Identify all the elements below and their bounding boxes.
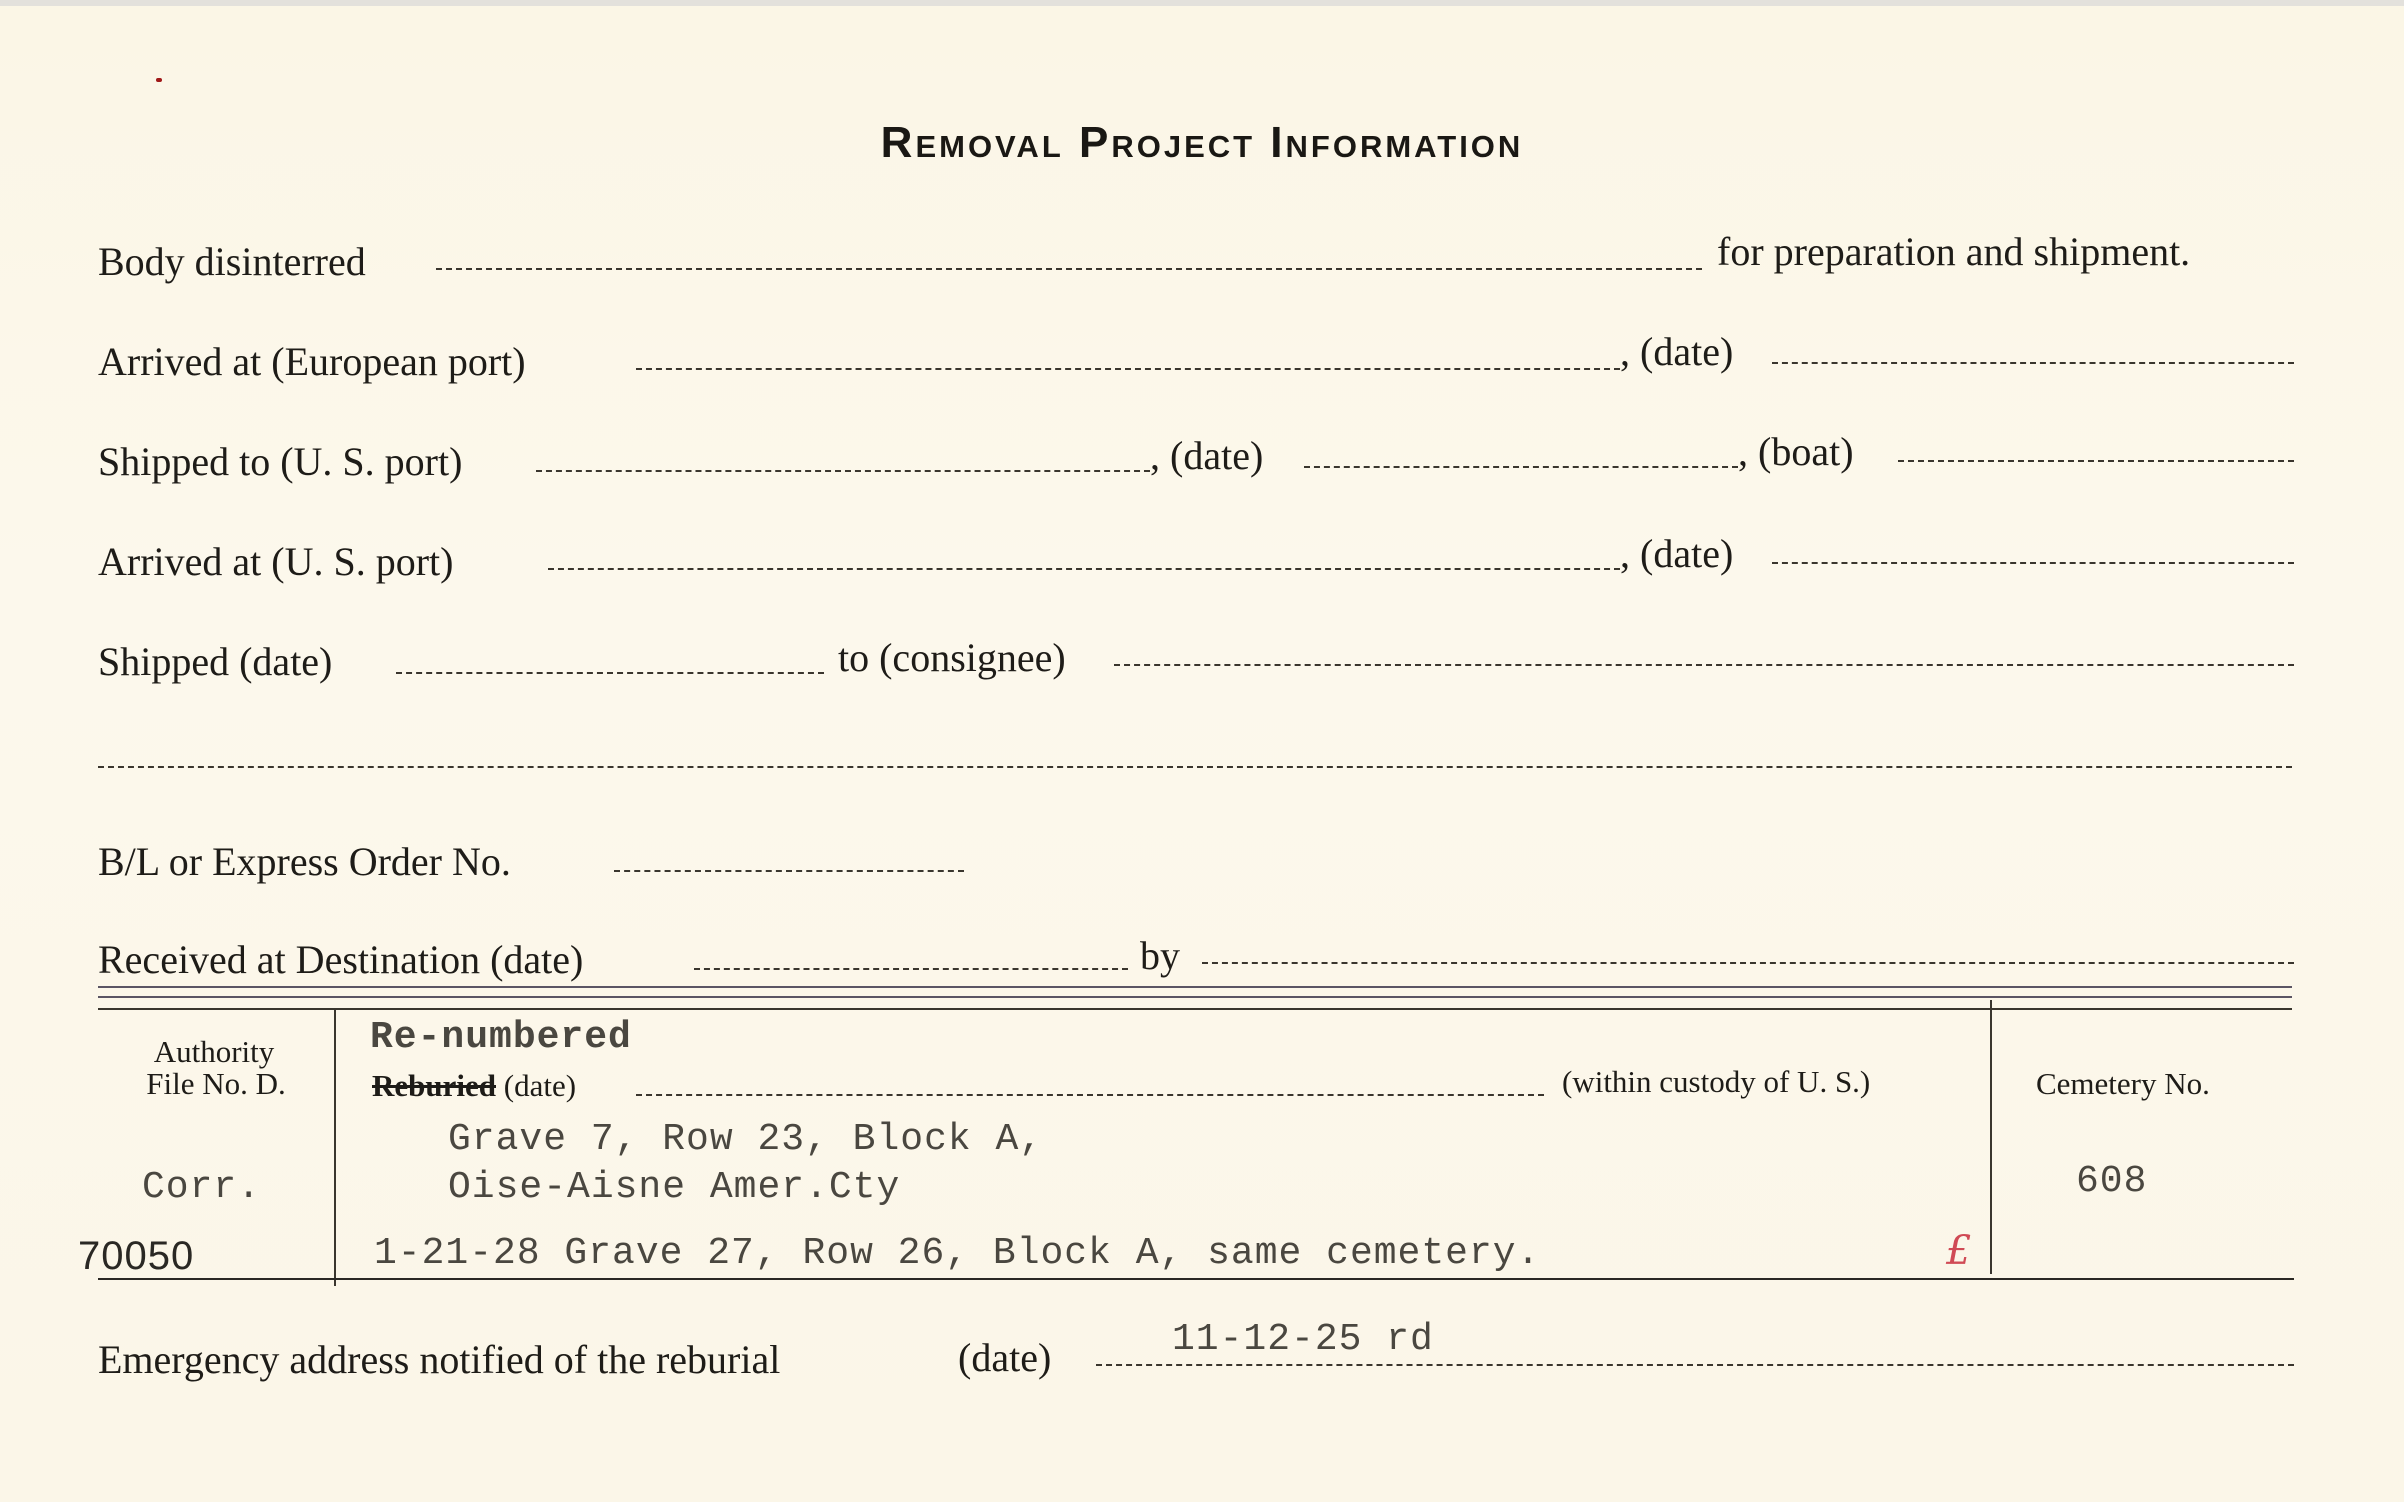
field-consignee[interactable] <box>1114 664 2294 666</box>
label-authority: Authority <box>153 1034 275 1069</box>
field-us-port[interactable] <box>536 470 1150 472</box>
card-top-edge <box>0 0 2404 6</box>
label-emergency: Emergency address notified of the reburial <box>98 1337 781 1382</box>
handwritten-initial: £ <box>1946 1228 1972 1274</box>
typed-grave-line-1: Grave 7, Row 23, Block A, <box>448 1118 1044 1161</box>
label-for-preparation: for preparation and shipment. <box>1717 229 2191 274</box>
cemetery-number: 608 <box>2076 1160 2148 1203</box>
typed-update-line: 1-21-28 Grave 27, Row 26, Block A, same cemetery. <box>374 1232 1541 1275</box>
label-date-1: , (date) <box>1620 329 1734 374</box>
box-bottom-rule <box>98 1278 2294 1280</box>
box-top-rule-3 <box>98 1008 2292 1010</box>
label-bl-express-order: B/L or Express Order No. <box>98 839 511 884</box>
field-reburied-date[interactable] <box>636 1094 1544 1096</box>
label-by: by <box>1140 933 1180 978</box>
box-top-rule-2 <box>98 996 2292 998</box>
reburied-struck: Reburied <box>372 1068 496 1103</box>
label-to-consignee: to (consignee) <box>838 635 1066 680</box>
ink-dot <box>156 78 162 82</box>
field-bl-express-order[interactable] <box>614 870 964 872</box>
field-body-disinterred[interactable] <box>436 268 1702 270</box>
label-shipped-date: Shipped (date) <box>98 639 333 684</box>
box-divider-left <box>334 1010 336 1286</box>
label-custody: (within custody of U. S.) <box>1562 1064 1871 1099</box>
box-top-rule-1 <box>98 986 2292 988</box>
label-arrived-european-port: Arrived at (European port) <box>98 339 526 384</box>
label-reburied-date: (date) <box>503 1068 577 1103</box>
label-received-destination: Received at Destination (date) <box>98 937 584 982</box>
field-date-2[interactable] <box>1304 466 1738 468</box>
label-emergency-date: (date) <box>958 1335 1052 1380</box>
field-emergency-date[interactable] <box>1096 1364 2294 1366</box>
label-arrived-us-port: Arrived at (U. S. port) <box>98 539 454 584</box>
typed-emergency-date: 11-12-25 rd <box>1172 1318 1434 1361</box>
typed-renumbered: Re-numbered <box>370 1016 632 1059</box>
label-boat: , (boat) <box>1738 429 1854 474</box>
field-received-date[interactable] <box>694 968 1128 970</box>
typed-grave-line-2: Oise-Aisne Amer.Cty <box>448 1166 901 1209</box>
label-shipped-to-us-port: Shipped to (U. S. port) <box>98 439 463 484</box>
card-title: Removal Project Information <box>880 118 1524 167</box>
box-divider-right <box>1990 1000 1992 1274</box>
label-file-no: File No. D. <box>146 1066 286 1101</box>
label-date-3: , (date) <box>1620 531 1734 576</box>
field-date-3[interactable] <box>1772 562 2294 564</box>
field-consignee-continued[interactable] <box>98 766 2292 768</box>
field-shipped-date[interactable] <box>396 672 824 674</box>
field-arrived-us-port[interactable] <box>548 568 1620 570</box>
label-date-2: , (date) <box>1150 433 1264 478</box>
field-european-port[interactable] <box>636 368 1620 370</box>
label-cemetery-no: Cemetery No. <box>2036 1066 2210 1101</box>
field-received-by[interactable] <box>1202 962 2294 964</box>
field-boat[interactable] <box>1898 460 2294 462</box>
field-date-1[interactable] <box>1772 362 2294 364</box>
label-body-disinterred: Body disinterred <box>98 239 366 284</box>
file-number: 70050 <box>78 1234 195 1278</box>
typed-corr: Corr. <box>142 1166 262 1209</box>
